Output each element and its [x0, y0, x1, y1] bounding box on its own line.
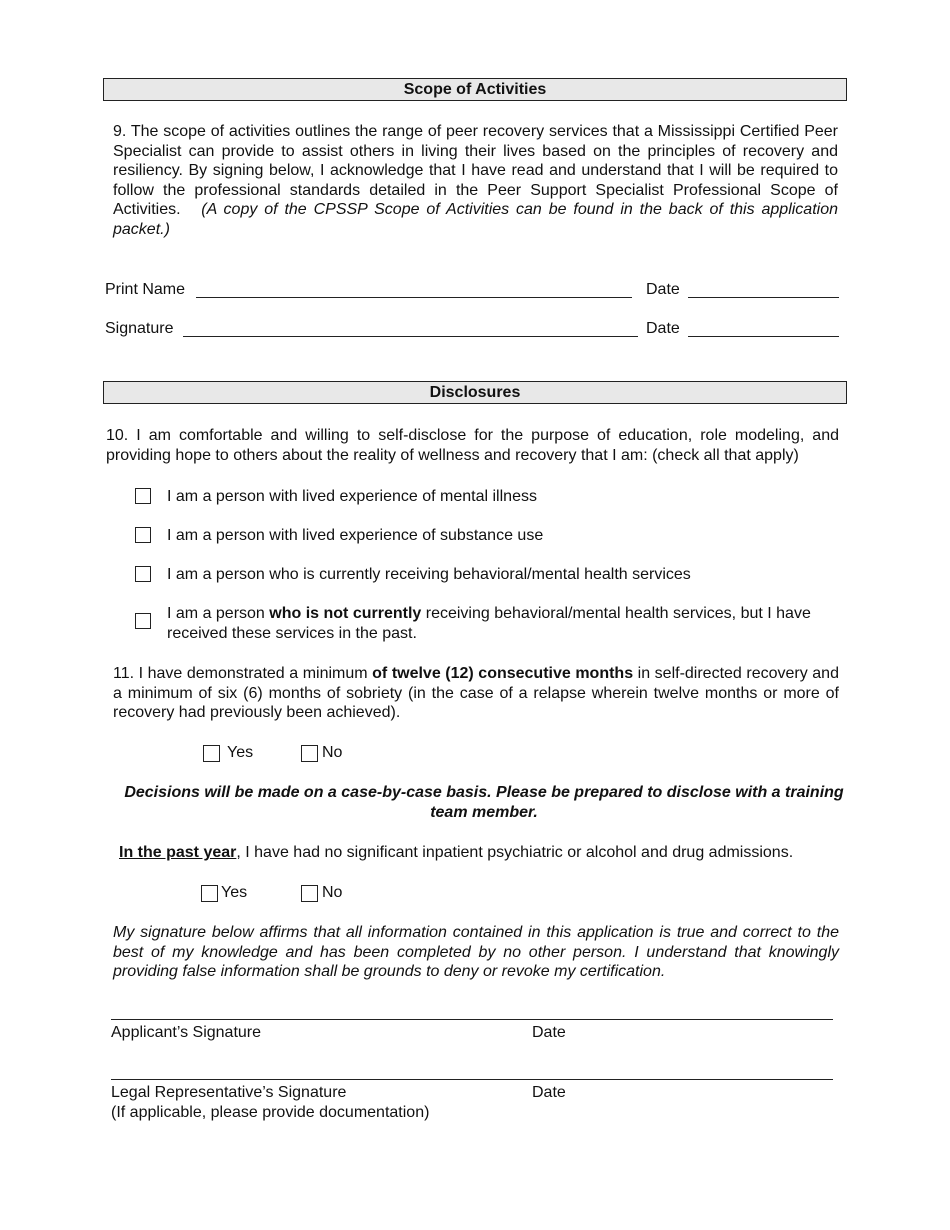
- signature-field[interactable]: [183, 336, 638, 337]
- scope-paragraph-note: (A copy of the CPSSP Scope of Activities can be found in the back of this application packet.): [113, 201, 839, 238]
- past-year-bold: In the past year: [119, 844, 237, 861]
- q11-post: in self-directed recovery and a minimum of six (6) months of sobriety (in the case of a relapse wherein twelve months or more of recovery had previously been achieved).: [113, 665, 839, 722]
- option-previously-received-label: [167, 604, 843, 643]
- q11-yes-label: Yes: [227, 744, 254, 761]
- applicant-date-label: Date: [532, 1024, 566, 1041]
- option-substance-use-label: I am a person with lived experience of substance use: [167, 527, 544, 544]
- q11-pre: 11. I have demonstrated a minimum: [113, 665, 373, 682]
- legal-rep-signature-field[interactable]: [111, 1079, 833, 1080]
- legal-rep-signature-label: Legal Representative’s Signature: [111, 1084, 347, 1101]
- option4-pre: I am a person: [167, 605, 270, 622]
- disclosures-header: Disclosures: [103, 381, 847, 404]
- past-year-text: , I have had no significant inpatient psychiatric or alcohol and drug admissions.: [236, 844, 794, 861]
- print-name-label: Print Name: [105, 281, 186, 298]
- q11-no-checkbox[interactable]: [301, 745, 318, 762]
- signature-date-field[interactable]: [688, 336, 839, 337]
- option4-post: receiving behavioral/mental health services, but I have received these services in the past.: [167, 605, 811, 642]
- question-10-text: 10. I am comfortable and willing to self-disclose for the purpose of education, role modeling, and providing hope to others about the reality of wellness and recovery that I am: (check all that apply): [106, 427, 839, 464]
- signature-date-label: Date: [646, 320, 680, 337]
- past-year-no-label: No: [322, 884, 343, 901]
- affirmation-text: My signature below affirms that all information contained in this application is true and correct to the best of my knowledge and has been completed by no other person. I understand that knowingly providing false information shall be grounds to deny or revoke my certification.: [113, 924, 839, 981]
- checkbox-mental-illness[interactable]: [135, 488, 151, 504]
- scope-paragraph-text: 9. The scope of activities outlines the range of peer recovery services that a Mississippi Certified Peer Specialist can provide to assist others in living their lives based on the principles of recovery and resiliency. By signing below, I acknowledge that I have read and understand that I will be required to follow the professional standards detailed in the Peer Support Specialist Professional Scope of Activities.: [113, 123, 838, 219]
- option4-bold: who is not currently: [269, 605, 422, 622]
- signature-label: Signature: [105, 320, 174, 337]
- decisions-note: Decisions will be made on a case-by-case basis. Please be prepared to disclose with a training team member.: [124, 784, 844, 821]
- question-11-text: [113, 664, 839, 723]
- scope-of-activities-header: Scope of Activities: [103, 78, 847, 101]
- past-year-yes-checkbox[interactable]: [201, 885, 218, 902]
- q11-no-label: No: [322, 744, 343, 761]
- past-year-yes-label: Yes: [221, 884, 248, 901]
- option-mental-illness-label: I am a person with lived experience of mental illness: [167, 488, 537, 505]
- checkbox-currently-receiving[interactable]: [135, 566, 151, 582]
- applicant-signature-label: Applicant’s Signature: [111, 1024, 262, 1041]
- legal-rep-date-label: Date: [532, 1084, 566, 1101]
- past-year-statement: [119, 843, 793, 862]
- q11-yes-checkbox[interactable]: [203, 745, 220, 762]
- scope-paragraph: [113, 122, 838, 240]
- print-name-field[interactable]: [196, 297, 632, 298]
- past-year-no-checkbox[interactable]: [301, 885, 318, 902]
- applicant-signature-field[interactable]: [111, 1019, 833, 1020]
- option-currently-receiving-label: I am a person who is currently receiving behavioral/mental health services: [167, 566, 691, 583]
- print-name-date-field[interactable]: [688, 297, 839, 298]
- legal-rep-note: (If applicable, please provide documentation): [111, 1104, 430, 1121]
- checkbox-previously-received[interactable]: [135, 613, 151, 629]
- print-name-date-label: Date: [646, 281, 680, 298]
- checkbox-substance-use[interactable]: [135, 527, 151, 543]
- q11-bold: of twelve (12) consecutive months: [372, 665, 634, 682]
